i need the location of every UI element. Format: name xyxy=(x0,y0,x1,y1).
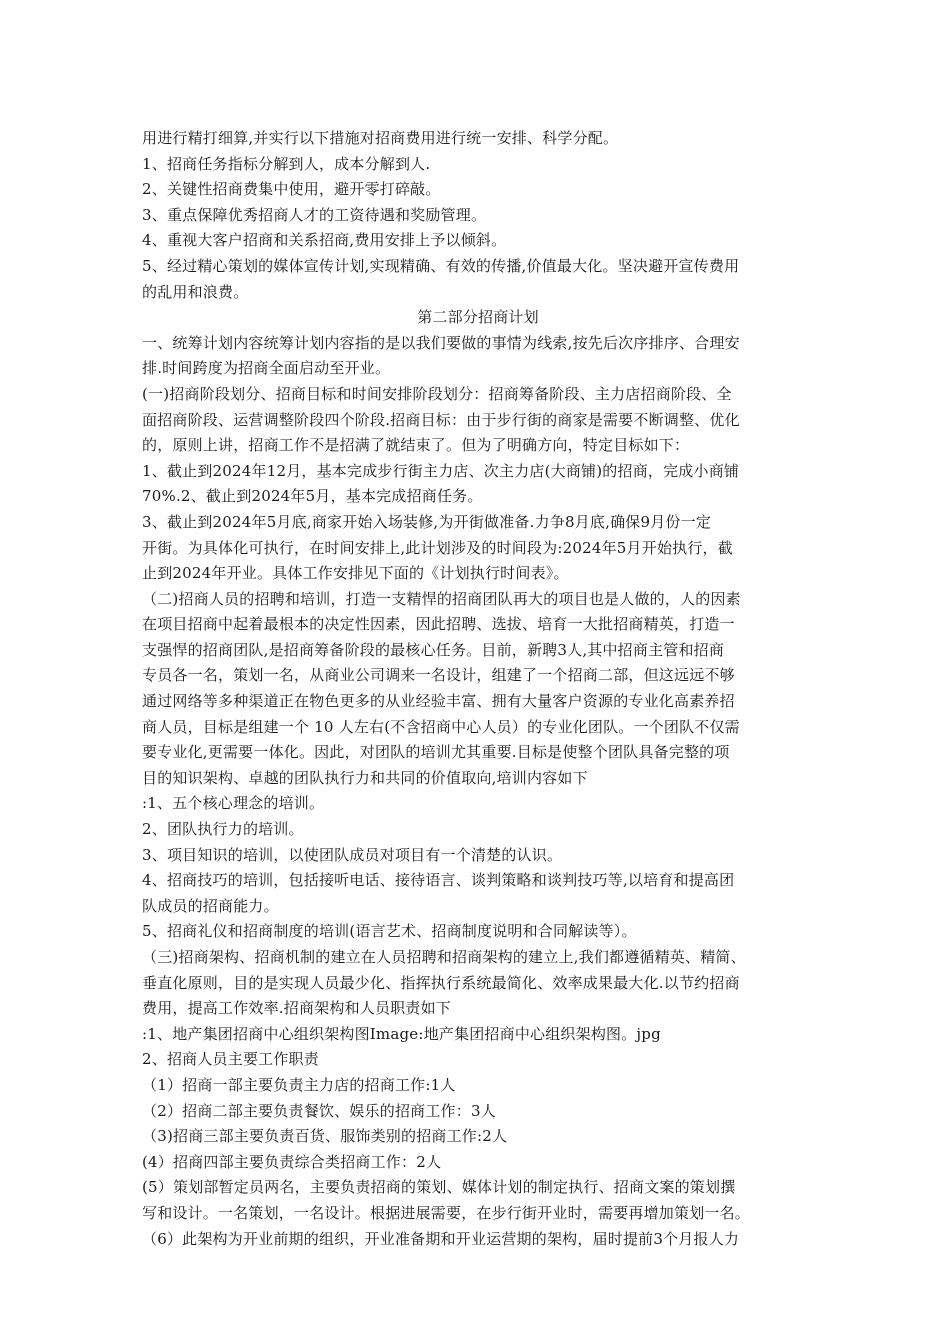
text-line: 费用，提高工作效率.招商架构和人员职责如下 xyxy=(142,999,451,1018)
text-line: 2、团队执行力的培训。 xyxy=(142,820,304,839)
text-line: 3、重点保障优秀招商人才的工资待遇和奖励管理。 xyxy=(142,205,487,224)
text-line: 通过网络等多种渠道正在物色更多的从业经验丰富、拥有大量客户资源的专业化高素养招 xyxy=(142,692,735,711)
text-line: 2、招商人员主要工作职责 xyxy=(142,1050,319,1069)
text-line: 5、招商礼仪和招商制度的培训(语言艺术、招商制度说明和合同解读等）。 xyxy=(142,922,637,941)
text-line: （6）此架构为开业前期的组织，开业准备期和开业运营期的架构，届时提前3个月报人力 xyxy=(142,1229,740,1248)
text-line: (4）招商四部主要负责综合类招商工作：2人 xyxy=(142,1152,442,1171)
text-line: 目的知识架构、卓越的团队执行力和共同的价值取向,培训内容如下 xyxy=(142,768,588,787)
text-line: （1）招商一部主要负责主力店的招商工作:1人 xyxy=(142,1075,456,1094)
text-line: :1、五个核心理念的培训。 xyxy=(142,794,325,813)
text-line: 面招商阶段、运营调整阶段四个阶段.招商目标：由于步行街的商家是需要不断调整、优化 xyxy=(142,410,740,429)
text-line: 70%.2、截止到2024年5月，基本完成招商任务。 xyxy=(142,487,483,506)
text-line: 3、截止到2024年5月底,商家开始入场装修,为开街做准备.力争8月底,确保9月份一定 xyxy=(142,512,712,531)
text-line: 的乱用和浪费。 xyxy=(142,282,249,301)
text-line: 队成员的招商能力。 xyxy=(142,896,279,915)
text-line: （2）招商二部主要负责餐饮、娱乐的招商工作：3人 xyxy=(142,1101,496,1120)
text-line: 商人员，目标是组建一个 10 人左右(不含招商中心人员）的专业化团队。一个团队不仅需 xyxy=(142,717,740,736)
text-line: 用进行精打细算,并实行以下措施对招商费用进行统一安排、科学分配。 xyxy=(142,129,619,147)
text-line: 垂直化原则，目的是实现人员最少化、指挥执行系统最简化、效率成果最大化.以节约招商 xyxy=(142,973,740,992)
text-line: :1、地产集团招商中心组织架构图Image:地产集团招商中心组织架构图。jpg xyxy=(142,1024,661,1043)
text-line: （三)招商架构、招商机制的建立在人员招聘和招商架构的建立上,我们都遵循精英、精简、 xyxy=(142,948,746,966)
text-line: 3、项目知识的培训，以使团队成员对项目有一个清楚的认识。 xyxy=(142,845,563,864)
text-line: 止到2024年开业。具体工作安排见下面的《计划执行时间表》。 xyxy=(142,564,569,583)
text-line: 2、关键性招商费集中使用，避开零打碎敲。 xyxy=(142,180,441,199)
section-heading: 第二部分招商计划 xyxy=(417,308,539,327)
text-line: 支强悍的招商团队,是招商筹备阶段的最核心任务。目前，新聘3人,其中招商主管和招商 xyxy=(142,640,725,659)
text-line: 4、重视大客户招商和关系招商,费用安排上予以倾斜。 xyxy=(142,231,507,250)
text-line: 在项目招商中起着最根本的决定性因素，因此招聘、选拔、培育一大批招商精英，打造一 xyxy=(142,615,735,634)
text-line: (5）策划部暂定员两名，主要负责招商的策划、媒体计划的制定执行、招商文案的策划撰 xyxy=(142,1178,736,1197)
text-line: 1、截止到2024年12月，基本完成步行街主力店、次主力店(大商铺)的招商，完成小商铺 xyxy=(142,461,740,480)
text-line: 开街。为具体化可执行，在时间安排上,此计划涉及的时间段为:2024年5月开始执行，截 xyxy=(142,538,733,557)
text-line: (一)招商阶段划分、招商目标和时间安排阶段划分：招商筹备阶段、主力店招商阶段、全 xyxy=(142,384,732,403)
text-line: 的，原则上讲，招商工作不是招满了就结束了。但为了明确方向，特定目标如下： xyxy=(142,436,690,455)
text-line: 专员各一名，策划一名，从商业公司调来一名设计，组建了一个招商二部，但这远远不够 xyxy=(142,666,735,685)
document-page xyxy=(142,126,814,1252)
text-line: 5、经过精心策划的媒体宣传计划,实现精确、有效的传播,价值最大化。坚决避开宣传费用 xyxy=(142,256,740,275)
text-line: （3)招商三部主要负责百货、服饰类别的招商工作:2人 xyxy=(142,1127,508,1146)
text-line: 1、招商任务指标分解到人，成本分解到人. xyxy=(142,154,431,173)
text-line: 排.时间跨度为招商全面启动至开业。 xyxy=(142,359,391,378)
text-line: 写和设计。一名策划，一名设计。根据进展需要，在步行街开业时，需要再增加策划一名。 xyxy=(142,1203,751,1222)
text-line: 4、招商技巧的培训，包括接听电话、接待语言、谈判策略和谈判技巧等,以培育和提高团 xyxy=(142,871,735,890)
text-line: 一、统筹计划内容统筹计划内容指的是以我们要做的事情为线索,按先后次序排序、合理安 xyxy=(142,333,740,352)
text-line: （二)招商人员的招聘和培训，打造一支精悍的招商团队再大的项目也是人做的，人的因素 xyxy=(142,589,741,608)
text-line: 要专业化,更需要一体化。因此，对团队的培训尤其重要.目标是使整个团队具备完整的项 xyxy=(142,743,730,762)
